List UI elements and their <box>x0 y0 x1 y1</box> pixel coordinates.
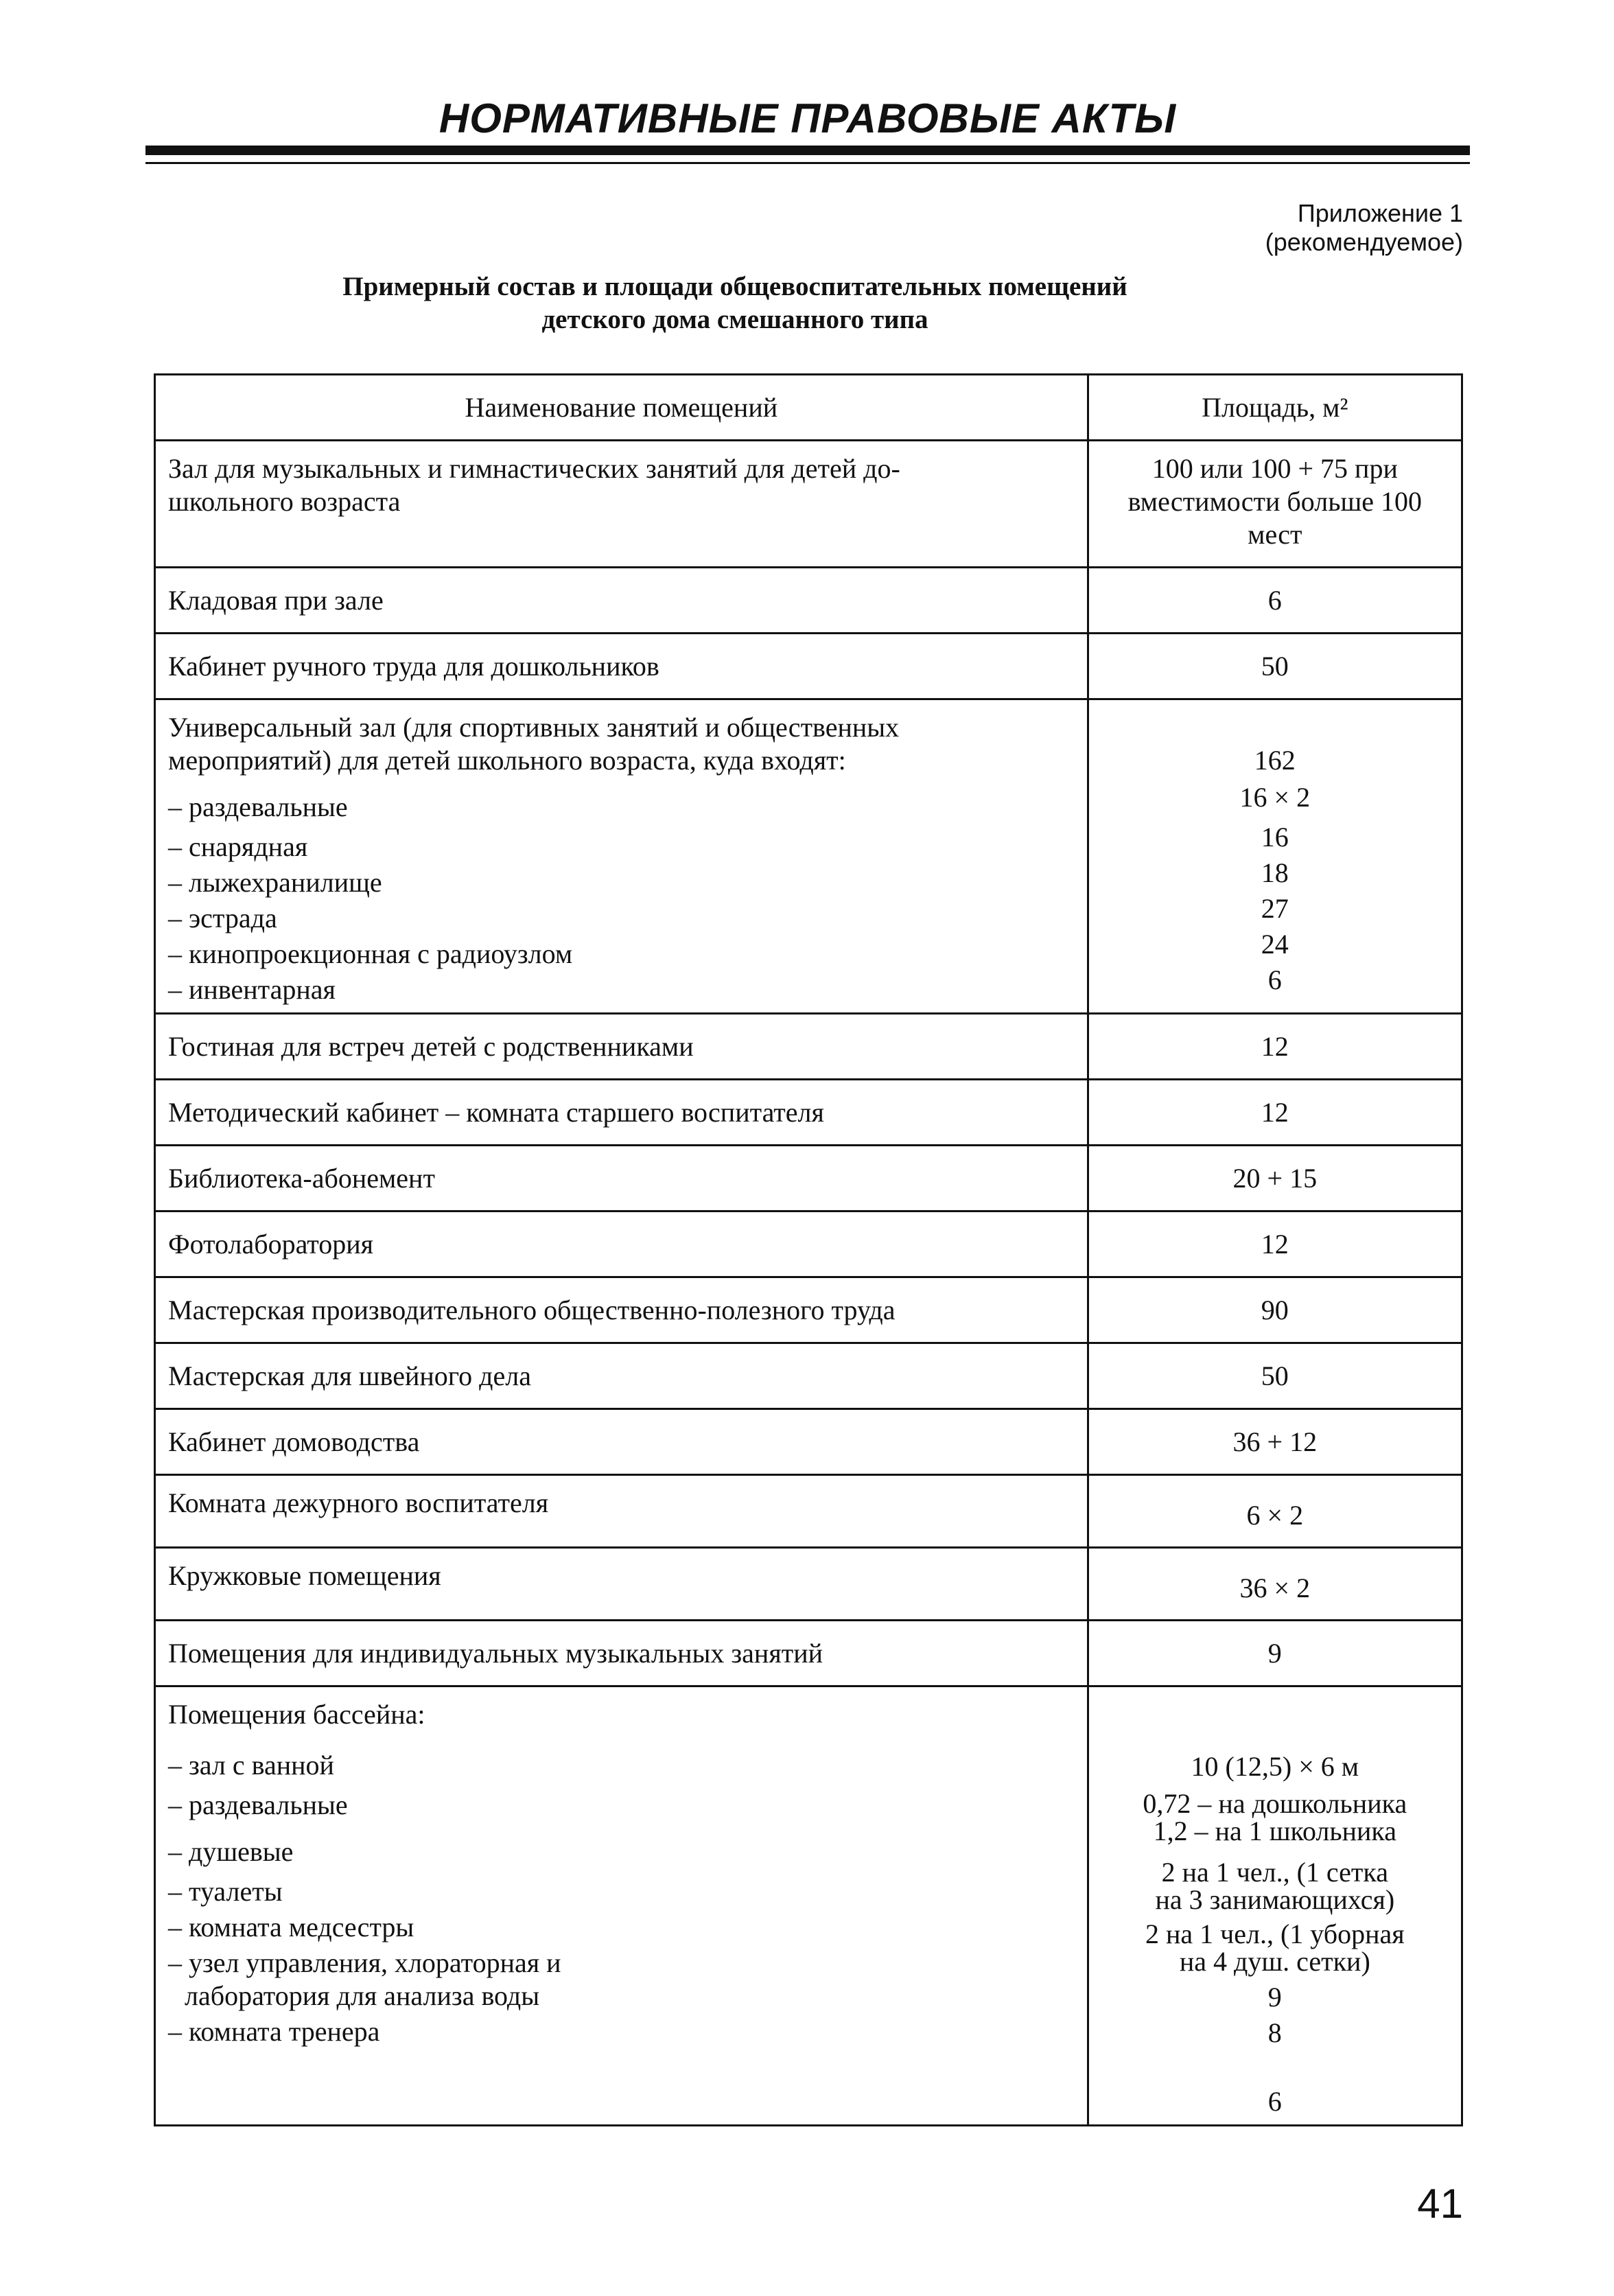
table-row <box>155 1343 1462 1409</box>
table-row <box>155 634 1462 699</box>
room-area: 20 + 15 <box>1232 1162 1318 1194</box>
room-name: Кабинет домоводства <box>168 1426 420 1457</box>
room-name: Кружковые помещения <box>168 1560 441 1591</box>
page-number: 41 <box>1417 2181 1463 2227</box>
table-row <box>155 441 1462 568</box>
sub-room-name: – раздевальные <box>168 791 348 822</box>
sub-room-name: – эстрада <box>168 903 277 934</box>
appendix-label <box>1265 199 1463 257</box>
table-row <box>155 1686 1462 2126</box>
room-name-continued: мероприятий) для детей школьного возраста, куда входят: <box>168 745 846 776</box>
room-name: Зал для музыкальных и гимнастических занятий для детей до- <box>168 453 900 484</box>
room-name-cell <box>155 1686 1088 2126</box>
sub-room-area: 6 <box>1267 964 1282 995</box>
sub-room-area: 18 <box>1261 857 1289 888</box>
room-name-cell <box>155 1621 1088 1686</box>
document-title <box>145 270 1324 336</box>
sub-room-name: – душевые <box>168 1836 294 1867</box>
sub-room-area-continued: на 4 душ. сетки) <box>1179 1946 1370 1977</box>
room-area: 12 <box>1261 1030 1289 1062</box>
sub-room-area: 27 <box>1261 893 1289 924</box>
room-name: Мастерская производительного общественно-полезного труда <box>168 1294 896 1325</box>
sub-room-area: 8 <box>1267 2017 1282 2048</box>
sub-room-name: – комната медсестры <box>168 1912 414 1943</box>
title-line-1: Примерный состав и площади общевоспитательных помещений <box>342 272 1127 301</box>
sub-room-area-continued: 1,2 – на 1 школьника <box>1153 1816 1397 1846</box>
sub-room-area: 24 <box>1261 929 1289 960</box>
table-row <box>155 568 1462 634</box>
room-name: Библиотека-абонемент <box>168 1162 435 1194</box>
room-area: 90 <box>1261 1294 1289 1325</box>
table-row <box>155 1548 1462 1621</box>
sub-room-name: – зал с ванной <box>168 1750 334 1781</box>
sub-room-name: – лыжехранилище <box>168 867 382 898</box>
room-area-cell <box>1088 1211 1462 1277</box>
sub-room-area: 9 <box>1267 1982 1282 2013</box>
header-rule-thick <box>145 146 1470 155</box>
sub-room-area-continued: на 3 занимающихся) <box>1155 1884 1395 1915</box>
room-area-cell <box>1088 634 1462 699</box>
room-area: 162 <box>1254 745 1296 776</box>
sub-room-area: 0,72 – на дошкольника <box>1143 1788 1407 1819</box>
table-row <box>155 1475 1462 1548</box>
spacer <box>1093 2050 1457 2083</box>
room-area: 12 <box>1261 1228 1289 1260</box>
room-name: Кладовая при зале <box>168 584 384 616</box>
room-name-cell <box>155 1475 1088 1548</box>
room-area-cell <box>1088 1014 1462 1080</box>
room-area-cell <box>1088 1080 1462 1146</box>
sub-room-name: – узел управления, хлораторная и <box>168 1947 561 1978</box>
sub-room-area: 16 × 2 <box>1239 782 1311 813</box>
table-row <box>155 1014 1462 1080</box>
room-name-cell <box>155 1277 1088 1343</box>
room-name-cell <box>155 1146 1088 1211</box>
sub-room-area: 10 (12,5) × 6 м <box>1191 1751 1359 1782</box>
table-header-row <box>155 375 1462 441</box>
sub-room-area: 6 <box>1267 2086 1282 2117</box>
room-area-continued: вместимости больше 100 <box>1127 486 1423 517</box>
room-name-cell <box>155 699 1088 1014</box>
table-row <box>155 1080 1462 1146</box>
appendix-status: (рекомендуемое) <box>1265 228 1463 256</box>
room-name: Комната дежурного воспитателя <box>168 1487 549 1518</box>
room-area-continued: мест <box>1248 519 1302 550</box>
sub-room-area: 16 <box>1261 822 1289 853</box>
sub-room-name-continued: лаборатория для анализа воды <box>185 1980 540 2011</box>
room-area-cell <box>1088 1343 1462 1409</box>
room-name: Кабинет ручного труда для дошкольников <box>168 650 659 682</box>
running-header: НОРМАТИВНЫЕ ПРАВОВЫЕ АКТЫ <box>438 95 1177 141</box>
table-row <box>155 1277 1462 1343</box>
room-area-cell <box>1088 1409 1462 1475</box>
room-name: Фотолаборатория <box>168 1228 374 1260</box>
title-line-2: детского дома смешанного типа <box>541 305 928 334</box>
header-area: Площадь, м² <box>1088 375 1462 441</box>
room-name: Мастерская для швейного дела <box>168 1360 532 1391</box>
room-area: 36 × 2 <box>1239 1573 1311 1603</box>
room-area: 6 <box>1267 584 1282 616</box>
room-area: 50 <box>1261 1360 1289 1391</box>
sub-room-name: – комната тренера <box>168 2016 380 2047</box>
room-area-cell <box>1088 1277 1462 1343</box>
room-area-cell <box>1088 1621 1462 1686</box>
table-row <box>155 1621 1462 1686</box>
room-area-cell <box>1088 699 1462 1014</box>
room-area-cell <box>1088 1548 1462 1621</box>
sub-room-area: 2 на 1 чел., (1 сетка <box>1161 1857 1388 1888</box>
header-name: Наименование помещений <box>155 375 1088 441</box>
room-name: Универсальный зал (для спортивных занятий и общественных <box>168 712 900 743</box>
room-name-cell <box>155 568 1088 634</box>
room-area: 9 <box>1267 1637 1282 1669</box>
room-name: Гостиная для встреч детей с родственниками <box>168 1030 694 1062</box>
room-area-cell <box>1088 568 1462 634</box>
room-name-cell <box>155 1343 1088 1409</box>
room-area: 36 + 12 <box>1232 1426 1318 1457</box>
sub-room-name: – кинопроекционная с радиоузлом <box>168 938 573 969</box>
room-name-cell <box>155 441 1088 568</box>
room-area-cell <box>1088 1686 1462 2126</box>
appendix-number: Приложение 1 <box>1297 199 1463 227</box>
header-rule-thin <box>145 162 1470 164</box>
premises-table <box>154 373 1463 2126</box>
table-row <box>155 1146 1462 1211</box>
sub-room-name: – туалеты <box>168 1876 283 1907</box>
room-name-cell <box>155 1409 1088 1475</box>
room-area: 12 <box>1261 1096 1289 1128</box>
sub-room-name: – инвентарная <box>168 974 336 1005</box>
table-row <box>155 699 1462 1014</box>
table-row <box>155 1211 1462 1277</box>
room-area: 6 × 2 <box>1246 1500 1304 1531</box>
table-row <box>155 1409 1462 1475</box>
sub-room-name: – раздевальные <box>168 1789 348 1820</box>
room-name-cell <box>155 1548 1088 1621</box>
room-name-cell <box>155 1080 1088 1146</box>
room-name: Помещения бассейна: <box>168 1699 425 1730</box>
room-area-cell <box>1088 441 1462 568</box>
table-body <box>155 441 1462 2126</box>
room-name-continued: школьного возраста <box>168 486 401 517</box>
sub-room-area: 2 на 1 чел., (1 уборная <box>1145 1918 1405 1949</box>
room-name: Методический кабинет – комната старшего воспитателя <box>168 1096 824 1128</box>
room-area: 100 или 100 + 75 при <box>1151 453 1398 484</box>
room-name-cell <box>155 1211 1088 1277</box>
room-area-cell <box>1088 1475 1462 1548</box>
room-name-cell <box>155 1014 1088 1080</box>
sub-room-name: – снарядная <box>168 831 308 862</box>
room-area: 50 <box>1261 650 1289 682</box>
room-name-cell <box>155 634 1088 699</box>
room-area-cell <box>1088 1146 1462 1211</box>
room-name: Помещения для индивидуальных музыкальных занятий <box>168 1637 823 1669</box>
